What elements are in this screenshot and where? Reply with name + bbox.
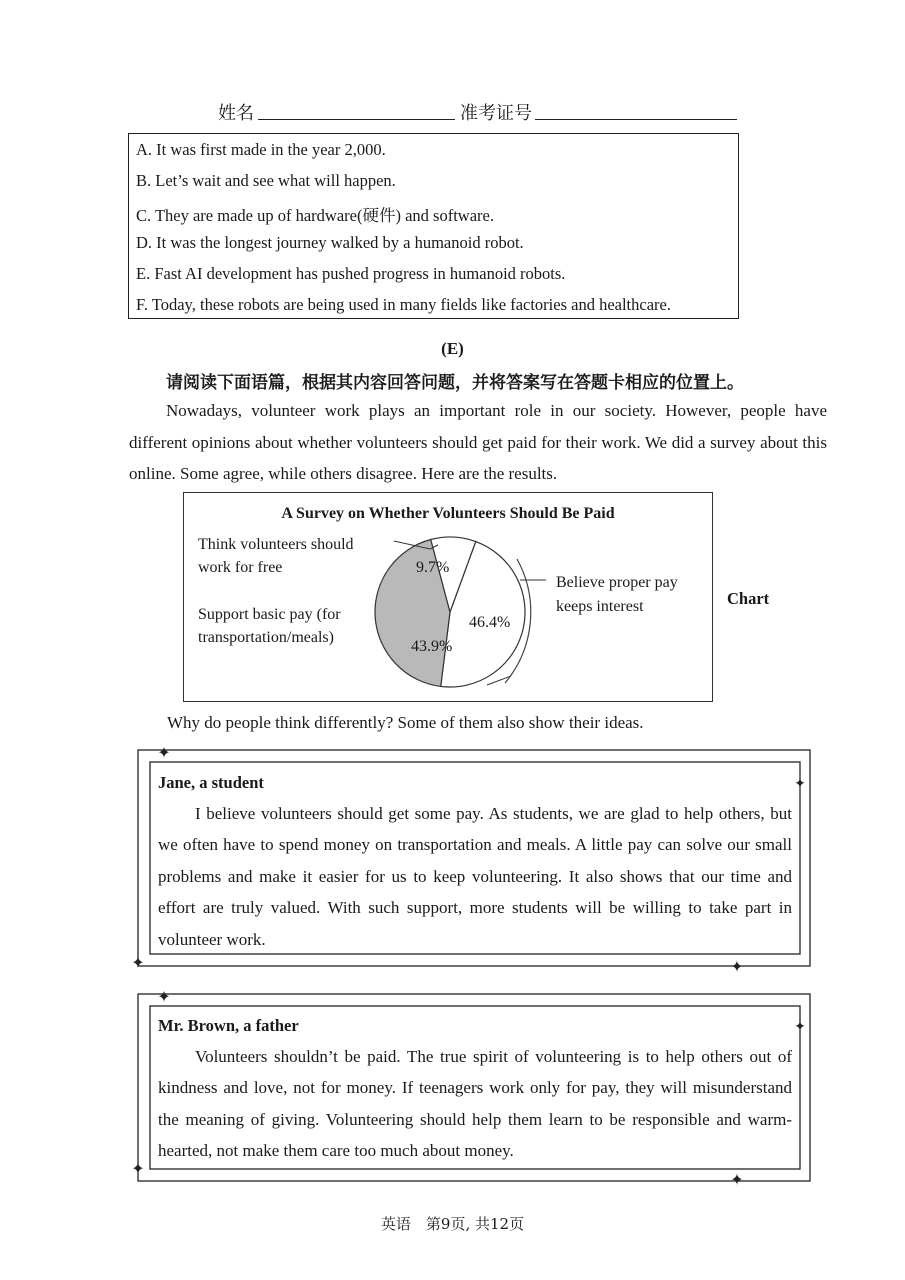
opinion-brown-text: Volunteers shouldn’t be paid. The true spirit of volunteering is to help others out of kindness and love, not for money. If teenagers work only for pay, they will misunderstand the meaning of giving. Volunteering should help them learn to be responsible and warm-hearted, not make them care too much about money. [158,1047,792,1161]
sparkle-icon: ✦ [794,1020,806,1035]
value-basic: 43.9% [411,638,453,655]
value-free: 9.7% [416,559,450,576]
option-b: B. Let’s wait and see what will happen. [136,171,396,190]
opinion-jane-name: Jane, a student [158,773,264,792]
label-basic-line1: Support basic pay (for [198,606,341,623]
sparkle-icon: ✦ [730,1172,744,1189]
value-believe: 46.4% [469,614,511,631]
opinion-jane-body [158,798,792,955]
option-d: D. It was the longest journey walked by a humanoid robot. [136,233,524,252]
sparkle-icon: ✦ [157,745,171,762]
lead-sentence: Why do people think differently? Some of them also show their ideas. [167,713,644,732]
label-believe-line2: keeps interest [556,598,644,615]
sparkle-icon: ✦ [131,1161,145,1178]
label-basic-line2: transportation/meals) [198,629,334,646]
section-label: (E) [441,339,464,358]
label-free-line2: work for free [198,559,283,576]
sparkle-icon: ✦ [157,989,171,1006]
intro-text: Nowadays, volunteer work plays an important role in our society. However, people have different opinions about whether volunteers should get paid for their work. We did a survey about this online. Some agree, while others disagree. Here are the results. [129,401,827,483]
name-label: 姓名 [218,103,254,123]
chart-title: A Survey on Whether Volunteers Should Be Paid [281,505,615,522]
opinion-brown-name: Mr. Brown, a father [158,1016,299,1035]
option-f: F. Today, these robots are being used in many fields like factories and healthcare. [136,295,671,314]
chart-side-label: Chart [727,589,770,608]
option-c: C. They are made up of hardware(硬件) and software. [136,206,494,225]
sparkle-icon: ✦ [730,959,744,976]
option-a: A. It was first made in the year 2,000. [136,140,386,159]
sparkle-icon: ✦ [794,777,806,792]
label-free-line1: Think volunteers should [198,536,354,553]
option-e: E. Fast AI development has pushed progress in humanoid robots. [136,264,566,283]
instruction: 请阅读下面语篇，根据其内容回答问题，并将答案写在答题卡相应的位置上。 [166,373,744,393]
exam-id-label: 准考证号 [460,103,532,123]
opinion-jane-text: I believe volunteers should get some pay. As students, we are glad to help others, but we often have to spend money on transportation and meals. A little pay can solve our small problems and make it easier for us to keep volunteering. It also shows that our time and effort are truly valued. With such support, more students will be willing to take part in volunteer work. [158,804,792,949]
sparkle-icon: ✦ [131,955,145,972]
page-footer: 英语 第9页, 共12页 [380,1215,525,1233]
label-believe-line1: Believe proper pay [556,574,678,591]
opinion-brown-body [158,1041,792,1167]
